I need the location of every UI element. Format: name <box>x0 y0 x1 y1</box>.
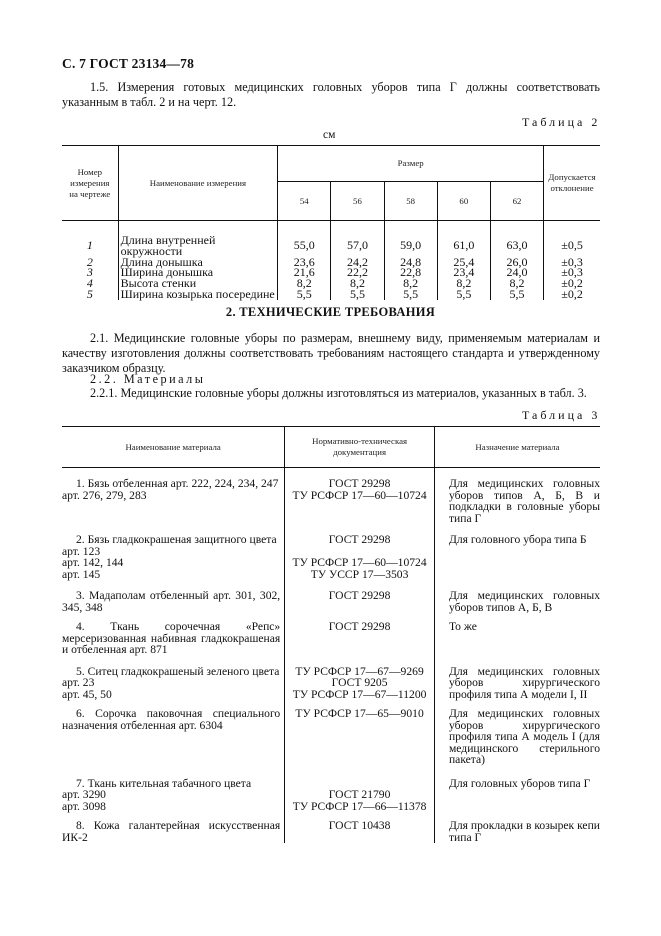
row-tolerance: ±0,3 <box>544 267 600 278</box>
table2-unit: см <box>323 129 336 141</box>
row-size-value: 55,0 <box>278 221 331 257</box>
row-size-value: 24,0 <box>506 265 528 280</box>
row-size-value: 8,2 <box>437 278 490 289</box>
material-name: 6. Сорочка паковочная специального назначения отбеленная арт. 6304 <box>62 700 285 766</box>
row-number: 2 <box>62 257 118 268</box>
size-62: 62 <box>490 182 543 221</box>
size-56: 56 <box>331 182 384 221</box>
row-size-value: 24,2 <box>331 257 384 268</box>
row-size-value: 24,8 <box>384 257 437 268</box>
row-size-value: 61,0 <box>437 221 490 257</box>
row-size-value: 8,2 <box>278 278 331 289</box>
table-row <box>62 700 600 766</box>
material-documentation: ГОСТ 29298 <box>285 580 435 613</box>
row-size-value: 22,2 <box>331 267 384 278</box>
material-name: 2. Бязь гладкокрашеная защитного цвета арт. 123 арт. 142, 144 арт. 145 <box>62 524 285 580</box>
size-54: 54 <box>278 182 331 221</box>
material-name: 8. Кожа галантерейная искусственная ИК-2 <box>62 812 285 843</box>
header-purpose: Назначение материала <box>434 427 600 468</box>
row-size-value: 63,0 <box>506 238 528 253</box>
table-row <box>62 766 600 813</box>
material-purpose: Для медицинских головных уборов типов А, Б, В <box>448 589 600 614</box>
table-row <box>62 656 600 701</box>
material-name: 7. Ткань кительная табачного цвета арт. 3290 арт. 3098 <box>62 766 285 813</box>
table-row <box>62 524 600 580</box>
material-documentation: ГОСТ 29298 <box>285 613 435 656</box>
header-documentation: Нормативно-техническая документация <box>285 427 435 468</box>
material-name: 3. Мадаполам отбеленный арт. 301, 302, 345, 348 <box>62 580 285 613</box>
row-tolerance: ±0,2 <box>544 278 600 289</box>
row-tolerance: ±0,5 <box>544 221 600 257</box>
material-purpose: Для головного убора типа Б <box>448 533 587 546</box>
material-documentation: ТУ РСФСР 17—67—9269 ГОСТ 9205 ТУ РСФСР 17—67—11200 <box>285 656 435 701</box>
table-row <box>62 613 600 656</box>
table-row <box>62 289 600 300</box>
row-size-value: 8,2 <box>331 278 384 289</box>
row-tolerance: ±0,3 <box>544 257 600 268</box>
material-documentation: ГОСТ 29298 ТУ РСФСР 17—60—10724 ТУ УССР 17—3503 <box>285 524 435 580</box>
header-measure-name: Наименование измерения <box>118 146 278 221</box>
row-size-value: 5,5 <box>278 289 331 300</box>
page-header: С. 7 ГОСТ 23134—78 <box>62 56 195 71</box>
row-size-value: 22,8 <box>384 267 437 278</box>
row-measure-name: Ширина донышка <box>118 267 278 278</box>
material-purpose: Для медицинских головных уборов типов А, Б, В и подкладки в головные уборы типа Г <box>448 477 600 525</box>
material-documentation: ГОСТ 21790 ТУ РСФСР 17—66—11378 <box>285 766 435 813</box>
row-tolerance: ±0,2 <box>544 289 600 300</box>
material-documentation: ГОСТ 10438 <box>285 812 435 843</box>
row-size-value: 5,5 <box>509 286 525 301</box>
table-row <box>62 812 600 843</box>
row-size-value: 5,5 <box>384 289 437 300</box>
paragraph-2-2: 2.2. Материалы <box>90 372 206 386</box>
row-number: 4 <box>62 278 118 289</box>
row-size-value: 26,0 <box>506 254 528 269</box>
row-size-value: 23,6 <box>278 257 331 268</box>
header-material: Наименование материала <box>62 427 285 468</box>
row-measure-name: Длина донышка <box>118 257 278 268</box>
table2-caption: Таблица 2 <box>522 115 601 129</box>
measurements-table <box>62 145 600 300</box>
material-purpose: Для медицинских головных уборов хирургического профиля типа А модели I, II <box>448 664 600 701</box>
material-name: 4. Ткань сорочечная «Репс» мерсеризованная набивная гладкокрашеная и отбеленная арт. 871 <box>62 613 285 656</box>
row-size-value: 5,5 <box>331 289 384 300</box>
materials-table <box>62 426 600 843</box>
table-row <box>62 221 600 257</box>
table-row <box>62 468 600 525</box>
row-number: 1 <box>62 221 118 257</box>
material-documentation: ТУ РСФСР 17—65—9010 <box>285 700 435 766</box>
row-size-value: 23,4 <box>437 267 490 278</box>
material-documentation: ГОСТ 29298 ТУ РСФСР 17—60—10724 <box>285 468 435 525</box>
material-purpose: Для головных уборов типа Г <box>448 776 591 790</box>
row-size-value: 25,4 <box>437 257 490 268</box>
row-number: 5 <box>62 289 118 300</box>
material-purpose: То же <box>448 620 477 633</box>
row-size-value: 59,0 <box>384 221 437 257</box>
table3-caption: Таблица 3 <box>522 408 601 422</box>
row-size-value: 5,5 <box>437 289 490 300</box>
material-purpose: Для прокладки в козырек кепи типа Г <box>448 819 600 844</box>
header-tolerance: Допускается отклонение <box>544 146 600 221</box>
material-name: 1. Бязь отбеленная арт. 222, 224, 234, 247 арт. 276, 279, 283 <box>62 468 285 525</box>
row-measure-name: Длина внутренней окружности <box>118 221 278 257</box>
paragraph-2-1: 2.1. Медицинские головные уборы по размерам, внешнему виду, применяемым материалам и качеству изготовления должны соответствовать требованиям настоящего стандарта и утвержденному заказчиком образцу. <box>62 331 600 375</box>
row-size-value: 57,0 <box>331 221 384 257</box>
row-size-value: 21,6 <box>278 267 331 278</box>
row-measure-name: Ширина козырька посередине <box>118 289 278 300</box>
row-size-value: 8,2 <box>509 276 525 291</box>
row-number: 3 <box>62 267 118 278</box>
header-number: Номер измерения на чертеже <box>62 146 118 221</box>
size-58: 58 <box>384 182 437 221</box>
paragraph-2-2-1: 2.2.1. Медицинские головные уборы должны изготовляться из материалов, указанных в табл. 3. <box>90 386 587 400</box>
size-60: 60 <box>437 182 490 221</box>
paragraph-1-5: 1.5. Измерения готовых медицинских головных уборов типа Г должны соответствовать указанным в табл. 2 и на черт. 12. <box>62 80 600 109</box>
section-2-title: 2. ТЕХНИЧЕСКИЕ ТРЕБОВАНИЯ <box>225 305 436 319</box>
material-purpose: Для медицинских головных уборов хирургического профиля типа А модель I (для медицинского стерильного пакета) <box>448 707 600 766</box>
header-size: Размер <box>278 146 544 182</box>
table-row <box>62 580 600 613</box>
row-size-value: 8,2 <box>384 278 437 289</box>
row-measure-name: Высота стенки <box>118 278 278 289</box>
material-name: 5. Ситец гладкокрашеный зеленого цвета арт. 23 арт. 45, 50 <box>62 656 285 701</box>
